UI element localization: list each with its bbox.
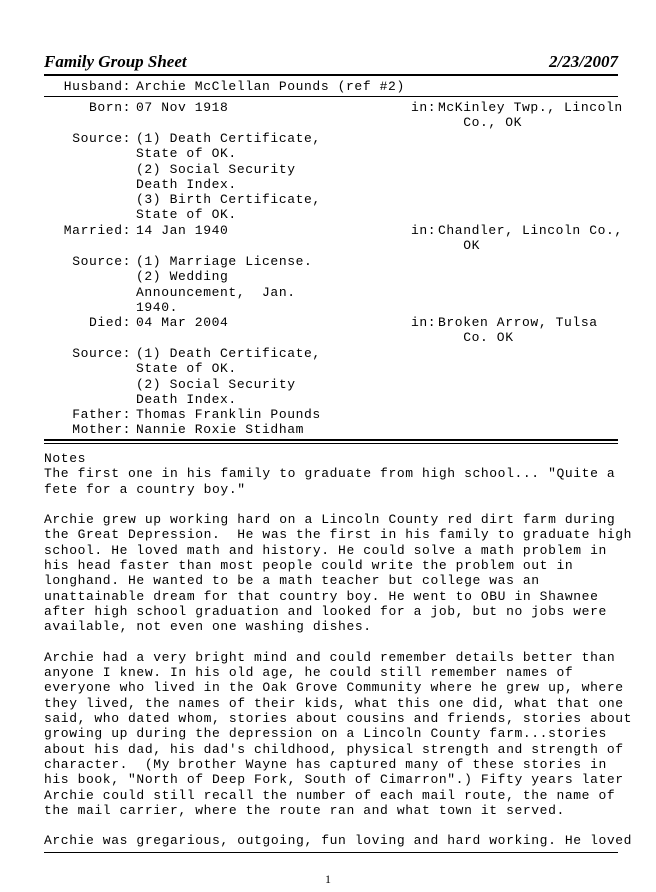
mother-name: Nannie Roxie Stidham — [136, 422, 305, 437]
died-date: 04 Mar 2004 — [136, 315, 229, 330]
notes-paragraph: The first one in his family to graduate from high school... "Quite a fete for a country boy." — [44, 466, 616, 497]
mother-label: Mother: — [72, 422, 131, 437]
died-source-label: Source: — [72, 346, 131, 361]
document-title: Family Group Sheet — [44, 52, 187, 71]
died-source-value: (1) Death Certificate, State of OK. (2) Social Security Death Index. — [136, 346, 321, 407]
notes-paragraph: Archie had a very bright mind and could remember details better than anyone I knew. In his old age, he could still remember names of everyone who lived in the Oak Grove Community where he grew up, where they lived, the names of their kids, what this one did, what that one said, who dated whom, stories about cousins and friends, stories about growing up during the depression on a Lincoln County farm...stories about his dad, his dad's childhood, physical strength and strength of character. (My brother Wayne has captured many of these stories in his book, "North of Deep Fork, South of Cimarron".) Fifty years later Archie could still recall the number of each mail route, the name of the mail carrier, where the route ran and what town it served. — [44, 649, 633, 818]
notes-paragraph: Archie grew up working hard on a Lincoln County red dirt farm during the Great Depression. He was the first in his family to graduate high school. He loved math and history. He could solve a math problem in his head faster than most people could write the problem out in longhand. He wanted to be a math teacher but college was an unattainable dream for that country boy. He went to OBU in Shawnee after high school graduation and looked for a job, but no jobs were available, not even one washing dishes. — [44, 512, 633, 635]
married-place: Chandler, Lincoln Co., OK — [438, 223, 623, 254]
section-rule-bottom — [44, 443, 618, 444]
husband-label: Husband: — [63, 79, 131, 94]
notes-section — [44, 451, 633, 849]
husband-name: Archie McClellan Pounds (ref #2) — [136, 79, 405, 94]
died-in-label: in: — [411, 315, 437, 330]
page-header — [44, 52, 618, 72]
married-in-label: in: — [411, 223, 437, 238]
header-rule — [44, 74, 618, 76]
footer-rule — [44, 852, 618, 853]
married-date: 14 Jan 1940 — [136, 223, 229, 238]
married-source-value: (1) Marriage License. (2) Wedding Announcement, Jan. 1940. — [136, 254, 313, 315]
born-place: McKinley Twp., Lincoln Co., OK — [438, 100, 623, 131]
born-label: Born: — [88, 100, 131, 115]
born-in-label: in: — [411, 100, 437, 115]
born-source-value: (1) Death Certificate, State of OK. (2) Social Security Death Index. (3) Birth Certificate, State of OK. — [136, 131, 321, 223]
born-source-label: Source: — [72, 131, 131, 146]
husband-rule — [44, 96, 618, 97]
married-source-label: Source: — [72, 254, 131, 269]
died-place: Broken Arrow, Tulsa Co. OK — [438, 315, 598, 346]
father-name: Thomas Franklin Pounds — [136, 407, 321, 422]
document-date: 2/23/2007 — [549, 52, 618, 71]
page-number: 1 — [325, 872, 331, 886]
notes-title: Notes — [44, 451, 87, 466]
section-rule-top — [44, 439, 618, 441]
father-label: Father: — [72, 407, 131, 422]
notes-paragraph: Archie was gregarious, outgoing, fun loving and hard working. He loved — [44, 833, 633, 849]
born-date: 07 Nov 1918 — [136, 100, 229, 115]
married-label: Married: — [63, 223, 131, 238]
died-label: Died: — [88, 315, 131, 330]
